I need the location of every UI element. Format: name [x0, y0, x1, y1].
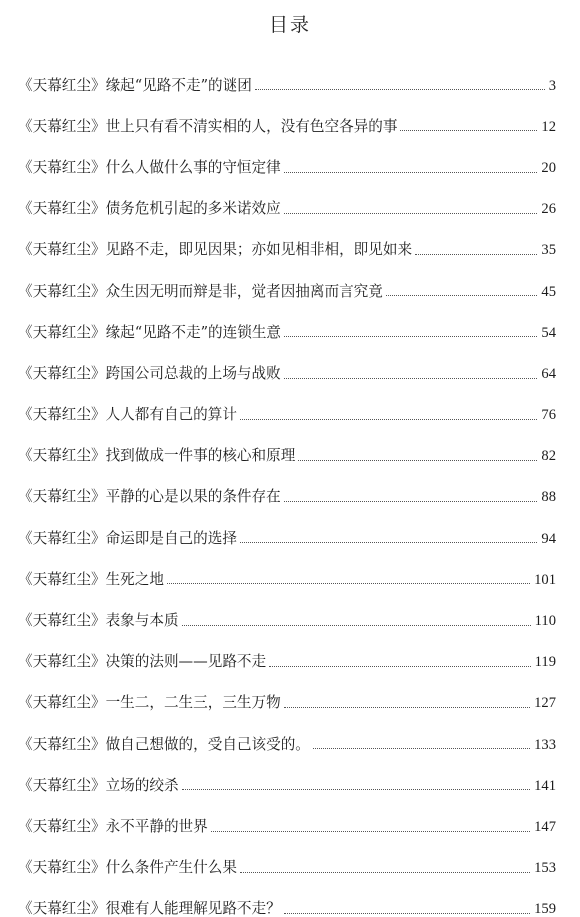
toc-entry-page: 94 [541, 530, 556, 547]
toc-entry[interactable] [18, 670, 556, 711]
toc-entry[interactable] [18, 876, 556, 917]
toc-entry-page: 64 [541, 365, 556, 382]
toc-entry-page: 82 [541, 448, 556, 465]
toc-entry-page: 133 [534, 736, 556, 753]
dot-leader [284, 501, 538, 502]
toc-entry-title: 《天幕红尘》什么人做什么事的守恒定律 [18, 158, 281, 176]
toc-entry-page: 141 [534, 777, 556, 794]
dot-leader [284, 336, 537, 337]
dot-leader [386, 295, 538, 296]
toc-entry[interactable] [18, 340, 556, 381]
toc-entry-title: 《天幕红尘》跨国公司总裁的上场与战败 [18, 364, 281, 382]
toc-entry-title: 《天幕红尘》找到做成一件事的核心和原理 [18, 447, 296, 465]
toc-entry-title: 《天幕红尘》很难有人能理解见路不走？ [18, 900, 281, 917]
toc-entry-page: 119 [534, 654, 556, 671]
dot-leader [313, 748, 530, 749]
toc-entry-title: 《天幕红尘》人人都有自己的算计 [18, 406, 237, 424]
toc-entry-title: 《天幕红尘》平静的心是以果的条件存在 [18, 488, 281, 506]
toc-entry-title: 《天幕红尘》立场的绞杀 [18, 776, 179, 794]
toc-entry[interactable] [18, 176, 556, 217]
toc-entry-page: 26 [541, 201, 556, 218]
dot-leader [255, 89, 545, 90]
dot-leader [269, 666, 531, 667]
dot-leader [284, 707, 530, 708]
toc-entry[interactable] [18, 711, 556, 752]
toc-entry-title: 《天幕红尘》众生因无明而辩是非，觉者因抽离而言究竟 [18, 282, 383, 300]
toc-entry[interactable] [18, 835, 556, 876]
dot-leader [240, 872, 530, 873]
dot-leader [240, 419, 537, 420]
toc-entry[interactable] [18, 423, 556, 464]
dot-leader [298, 460, 537, 461]
toc-entry-page: 127 [534, 695, 556, 712]
toc-entry-title: 《天幕红尘》什么条件产生什么果 [18, 859, 237, 877]
toc-entry-title: 《天幕红尘》做自己想做的，受自己该受的。 [18, 735, 310, 753]
toc-entry-title: 《天幕红尘》缘起“见路不走”的连锁生意 [18, 323, 282, 341]
toc-entry[interactable] [18, 93, 556, 134]
toc-entry[interactable] [18, 382, 556, 423]
dot-leader [400, 130, 537, 131]
toc-entry-title: 《天幕红尘》债务危机引起的多米诺效应 [18, 200, 281, 218]
toc-entry[interactable] [18, 793, 556, 834]
toc-entry-page: 153 [534, 860, 556, 877]
toc-entry-title: 《天幕红尘》生死之地 [18, 570, 164, 588]
toc-entry-page: 12 [541, 118, 556, 135]
dot-leader [182, 625, 531, 626]
dot-leader [284, 378, 538, 379]
toc-entry[interactable] [18, 52, 556, 93]
dot-leader [167, 583, 530, 584]
dot-leader [182, 789, 531, 790]
dot-leader [211, 831, 530, 832]
toc-entry-title: 《天幕红尘》永不平静的世界 [18, 817, 208, 835]
toc-entry-title: 《天幕红尘》缘起“见路不走”的谜团 [18, 76, 252, 94]
dot-leader [284, 172, 538, 173]
dot-leader [240, 542, 537, 543]
toc-entry[interactable] [18, 505, 556, 546]
toc-entry-title: 《天幕红尘》一生二，二生三，三生万物 [18, 694, 281, 712]
dot-leader [284, 213, 538, 214]
toc-entry-page: 88 [541, 489, 556, 506]
toc-entry-page: 159 [534, 901, 556, 917]
toc-entry-page: 45 [541, 283, 556, 300]
toc-entry[interactable] [18, 464, 556, 505]
toc-entry-page: 147 [534, 818, 556, 835]
toc-entry[interactable] [18, 299, 556, 340]
toc-entry[interactable] [18, 752, 556, 793]
toc-entry-page: 76 [541, 407, 556, 424]
toc-entry-title: 《天幕红尘》表象与本质 [18, 612, 179, 630]
toc-entry-page: 54 [541, 324, 556, 341]
dot-leader [284, 913, 530, 914]
toc-entry-title: 《天幕红尘》命运即是自己的选择 [18, 529, 237, 547]
toc-entry-page: 101 [534, 571, 556, 588]
toc-entry-page: 35 [541, 242, 556, 259]
toc-entry[interactable] [18, 629, 556, 670]
toc-title: 目录 [268, 14, 311, 36]
toc-entry-title: 《天幕红尘》世上只有看不清实相的人，没有色空各异的事 [18, 117, 398, 135]
toc-entry-title: 《天幕红尘》决策的法则——见路不走 [18, 653, 267, 671]
toc-entry-page: 3 [548, 77, 556, 94]
toc-entry-title: 《天幕红尘》见路不走，即见因果；亦如见相非相，即见如来 [18, 241, 413, 259]
toc-entry[interactable] [18, 587, 556, 628]
toc-entry[interactable] [18, 546, 556, 587]
toc-list [18, 52, 556, 917]
toc-entry[interactable] [18, 217, 556, 258]
dot-leader [415, 254, 537, 255]
toc-entry-page: 20 [541, 159, 556, 176]
toc-entry-page: 110 [534, 613, 556, 630]
toc-entry[interactable] [18, 258, 556, 299]
toc-entry[interactable] [18, 134, 556, 175]
